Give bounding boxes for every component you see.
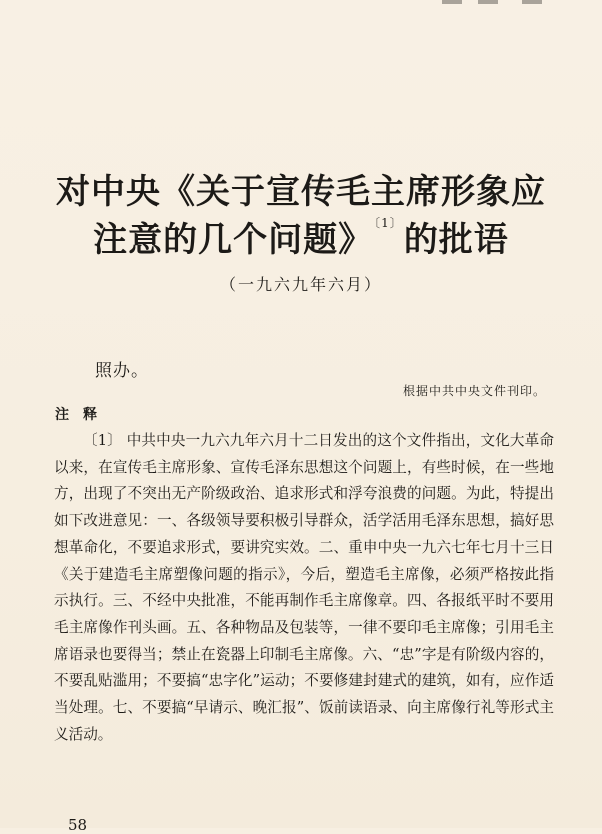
note-1-text: 〔1〕 中共中央一九六九年六月十二日发出的这个文件指出，文化大革命以来，在宣传毛主席形象、宣传毛泽东思想这个问题上，有些时候，在一些地方，出现了不突出无产阶级政治、追求形式和浮夸浪费的问题。为此，特提出如下改进意见：一、各级领导要积极引导群众，活学活用毛泽东思想，搞好思想革命化，不要追求形式，要讲究实效。二、重申中央一九六七年七月十三日《关于建造毛主席塑像问题的指示》，今后，塑造毛主席像，必须严格按此指示执行。三、不经中央批准，不能再制作毛主席像章。四、各报纸平时不要用毛主席像作刊头画。五、各种物品及包装等，一律不要印毛主席像；引用毛主席语录也要得当；禁止在瓷器上印制毛主席像。六、“忠”字是有阶级内容的，不要乱贴滥用；不要搞“忠字化”运动；不要修建封建式的建筑，如有，应作适当处理。七、不要搞“早请示、晚汇报”、饭前读语录、向主席像行礼等形式主义活动。 <box>54 432 554 743</box>
document-date: （一九六九年六月） <box>219 275 382 294</box>
title-text-2-suffix: 的批语 <box>403 220 509 260</box>
title-text-1: 对中央《关于宣传毛主席形象应 <box>56 172 546 212</box>
instruction-text: 照办。 <box>95 361 149 381</box>
notes-heading: 注释 <box>55 407 111 423</box>
title-note-ref: 〔1〕 <box>374 216 403 230</box>
title-text-2: 注意的几个问题》 <box>93 220 374 260</box>
top-edge-mark <box>478 0 498 4</box>
top-edge-mark <box>442 0 462 4</box>
title-line-1 <box>0 164 602 213</box>
page-number: 58 <box>68 816 88 834</box>
title-line-2 <box>0 212 602 261</box>
source-note: 根据中共中央文件刊印。 <box>402 384 546 398</box>
top-edge-mark <box>522 0 542 4</box>
